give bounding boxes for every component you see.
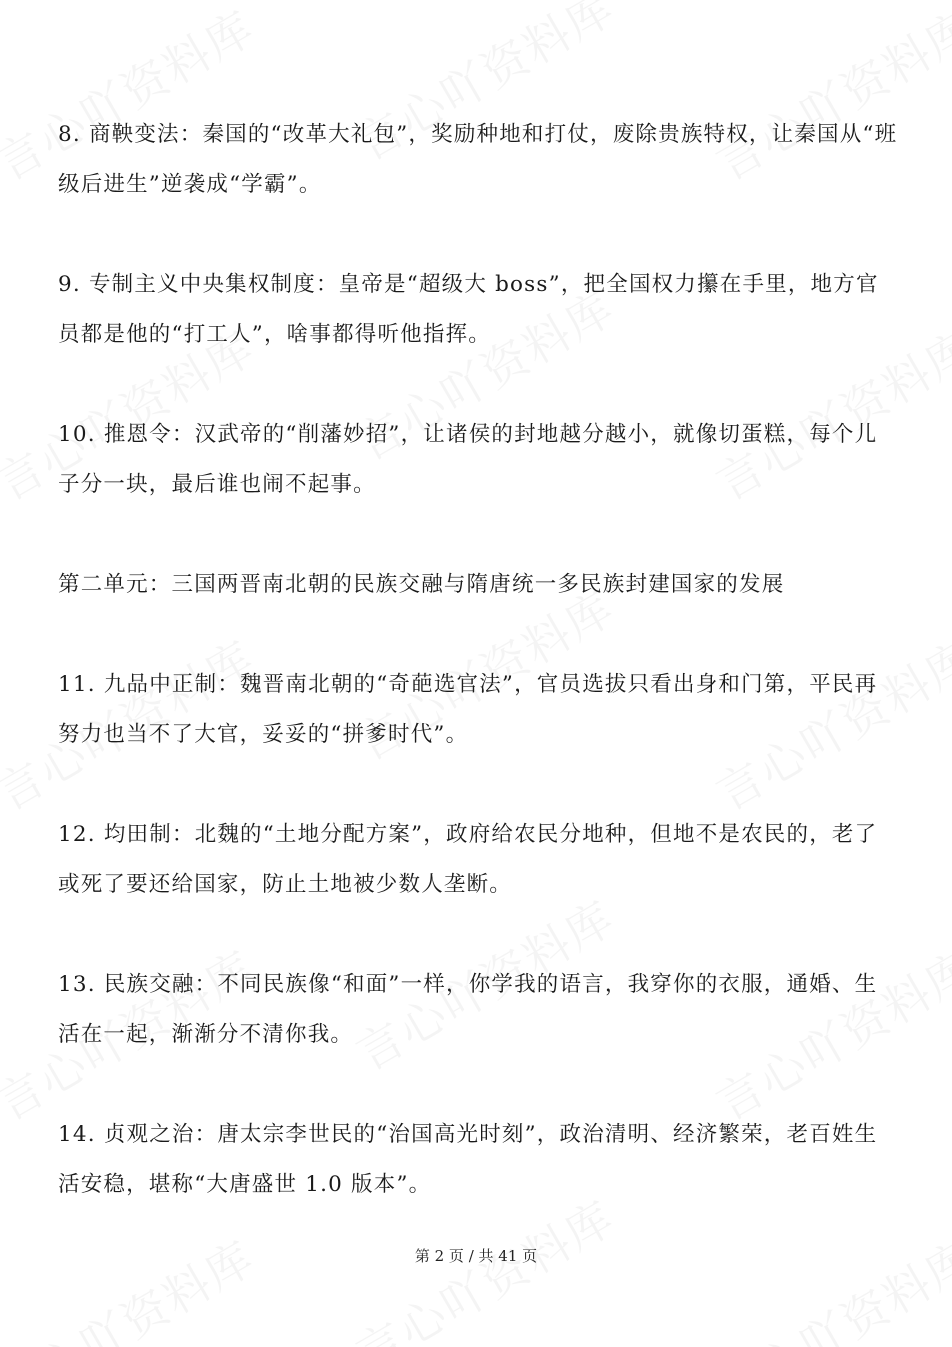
- watermark: [0, 1222, 265, 1347]
- paragraph-item-8: 8. 商鞅变法：秦国的“改革大礼包”，奖励种地和打仗，废除贵族特权，让秦国从“班级后进生”逆袭成“学霸”。: [58, 122, 898, 197]
- paragraph-item-14: 14. 贞观之治：唐太宗李世民的“治国高光时刻”，政治清明、经济繁荣，老百姓生活安稳，堪称“大唐盛世 1.0 版本”。: [58, 1122, 878, 1197]
- paragraph-item-13: 13. 民族交融：不同民族像“和面”一样，你学我的语言，我穿你的衣服，通婚、生活在一起，渐渐分不清你我。: [58, 972, 878, 1047]
- section-heading: 第二单元：三国两晋南北朝的民族交融与隋唐统一多民族封建国家的发展: [58, 572, 785, 597]
- paragraph-item-11: 11. 九品中正制：魏晋南北朝的“奇葩选官法”，官员选拔只看出身和门第，平民再努力也当不了大官，妥妥的“拼爹时代”。: [58, 672, 878, 747]
- document-body: [58, 110, 898, 1210]
- paragraph-item-12: 12. 均田制：北魏的“土地分配方案”，政府给农民分地种，但地不是农民的，老了或死了要还给国家，防止土地被少数人垄断。: [58, 822, 878, 897]
- paragraph-item-9: 9. 专制主义中央集权制度：皇帝是“超级大 boss”，把全国权力攥在手里，地方官员都是他的“打工人”，啥事都得听他指挥。: [58, 272, 879, 347]
- watermark: [703, 1222, 952, 1347]
- page-footer: 第 2 页 / 共 41 页: [414, 1247, 538, 1265]
- paragraph-item-10: 10. 推恩令：汉武帝的“削藩妙招”，让诸侯的封地越分越小，就像切蛋糕，每个儿子分一块，最后谁也闹不起事。: [58, 422, 878, 497]
